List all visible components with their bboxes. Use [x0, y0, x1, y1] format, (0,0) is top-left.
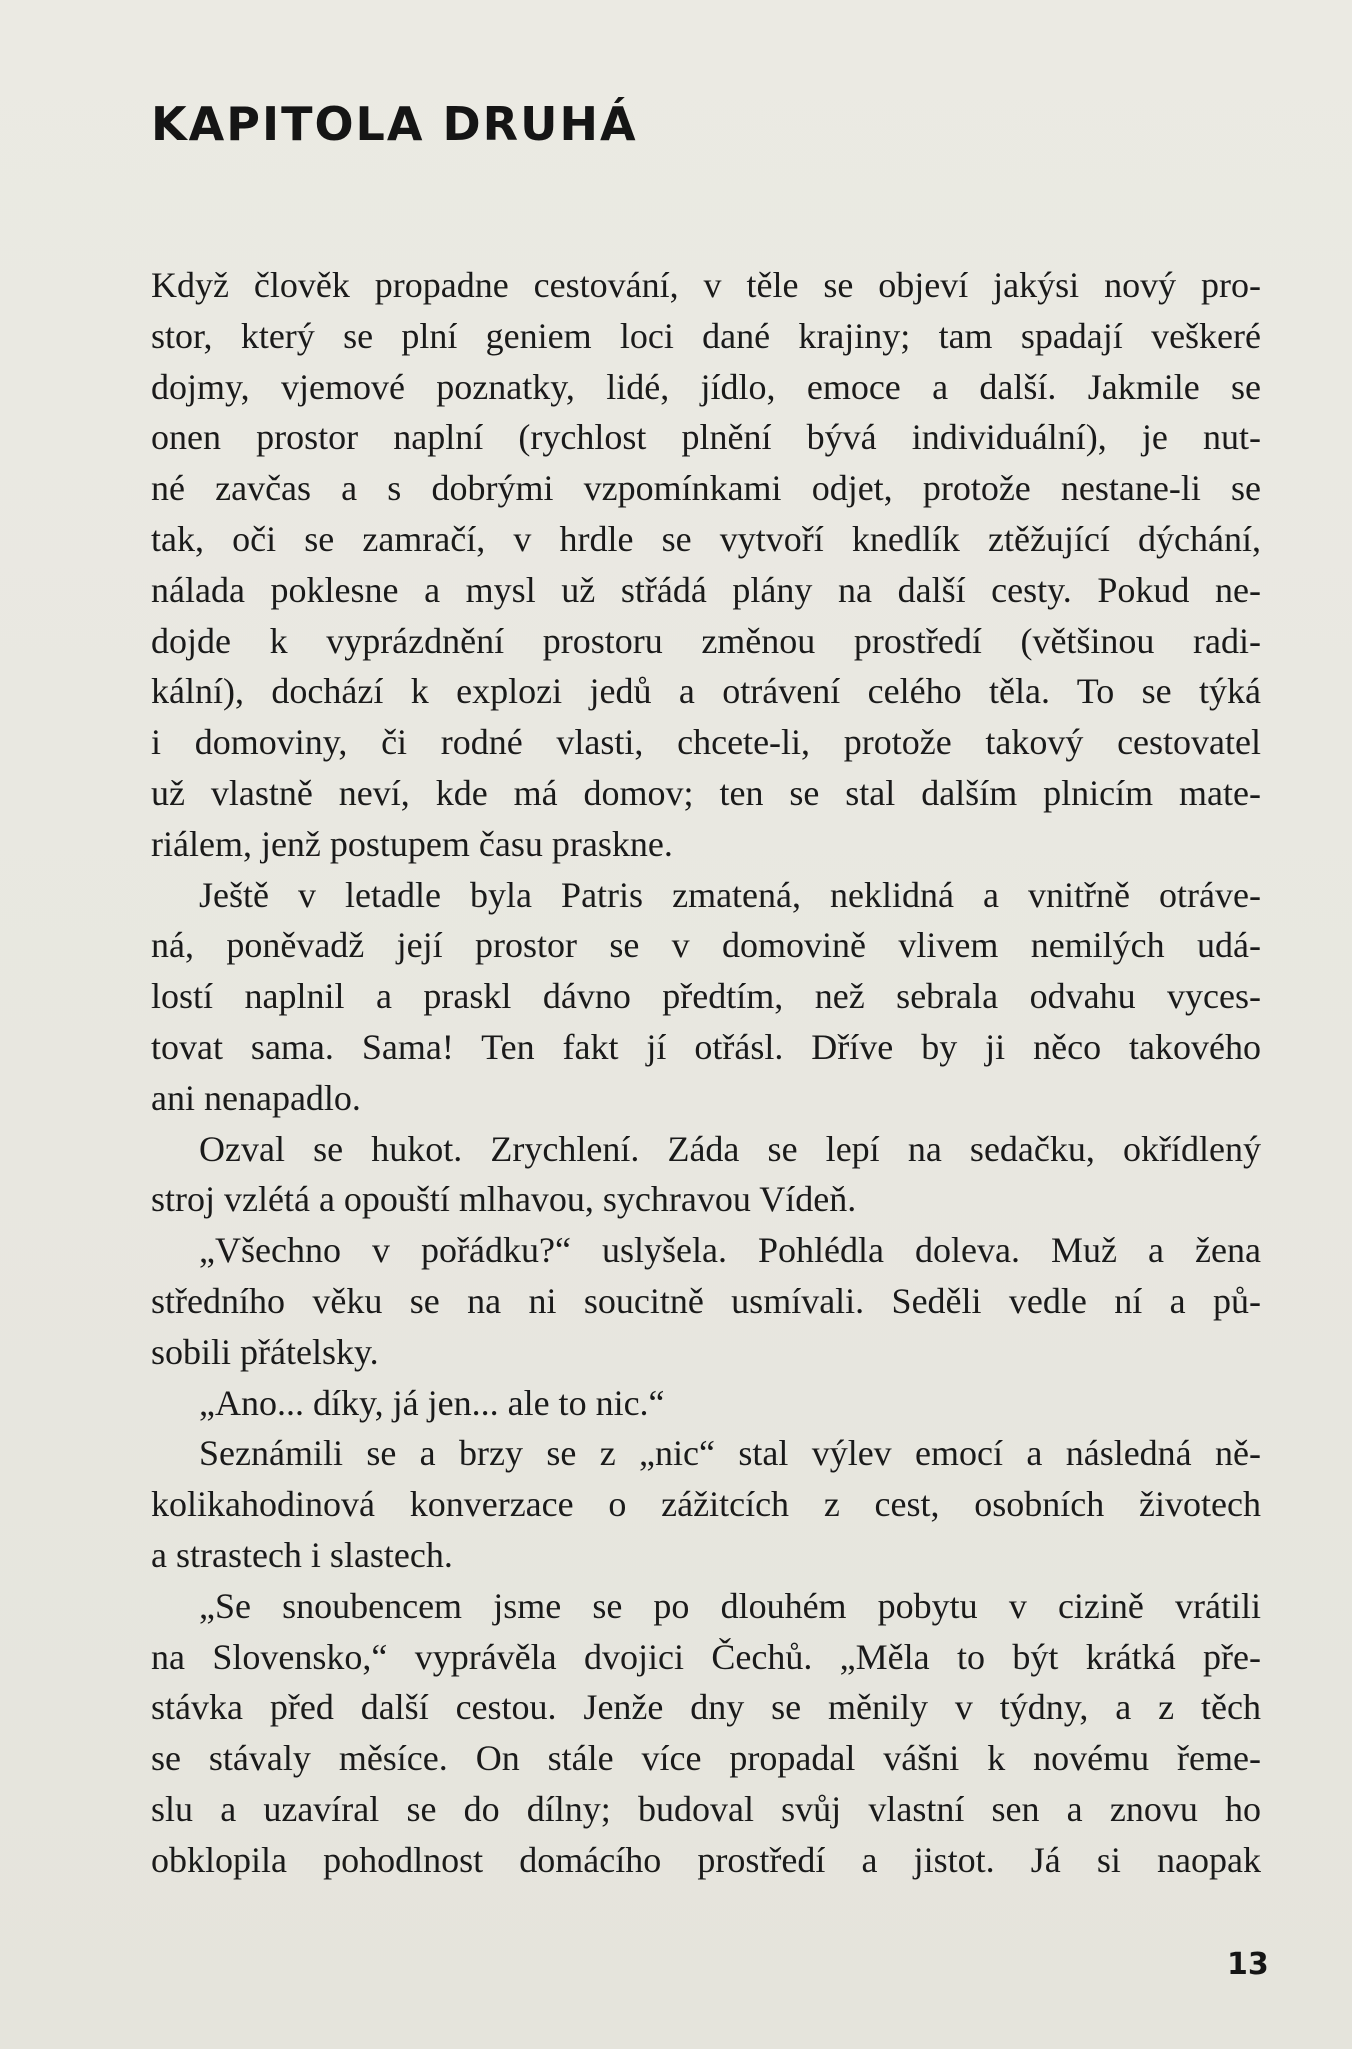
paragraph: [151, 1378, 1261, 1429]
text-line: dojde k vyprázdnění prostoru změnou prostředí (většinou radi-: [151, 620, 1261, 661]
text-line: Ještě v letadle byla Patris zmatená, neklidná a vnitřně otráve-: [199, 874, 1261, 915]
text-line: tak, oči se zamračí, v hrdle se vytvoří knedlík ztěžující dýchání,: [151, 518, 1261, 559]
text-line: stor, který se plní geniem loci dané krajiny; tam spadají veškeré: [151, 315, 1261, 356]
chapter-title: KAPITOLA DRUHÁ: [151, 97, 638, 151]
text-line: dojmy, vjemové poznatky, lidé, jídlo, emoce a další. Jakmile se: [151, 366, 1261, 407]
text-line: sobili přátelsky.: [151, 1331, 379, 1372]
text-line: Seznámili se a brzy se z „nic“ stal výlev emocí a následná ně-: [199, 1433, 1261, 1474]
text-line: stroj vzlétá a opouští mlhavou, sychravou Vídeň.: [151, 1179, 857, 1220]
text-line: „Se snoubencem jsme se po dlouhém pobytu v cizině vrátili: [199, 1585, 1261, 1626]
text-line: se stávaly měsíce. On stále více propadal vášni k novému řeme-: [151, 1738, 1261, 1779]
paragraph: [151, 1124, 1261, 1226]
text-line: Když člověk propadne cestování, v těle se objeví jakýsi nový pro-: [151, 265, 1261, 305]
text-line: a strastech i slastech.: [151, 1534, 453, 1575]
text-line: nálada poklesne a mysl už střádá plány na další cesty. Pokud ne-: [151, 569, 1261, 610]
text-line: „Všechno v pořádku?“ uslyšela. Pohlédla doleva. Muž a žena: [199, 1230, 1261, 1271]
text-line: onen prostor naplní (rychlost plnění bývá individuální), je nut-: [151, 417, 1261, 458]
page-number: 13: [1227, 1947, 1269, 1982]
paragraph: [151, 1581, 1261, 1886]
text-line: na Slovensko,“ vyprávěla dvojici Čechů. „Měla to být krátká pře-: [151, 1636, 1261, 1677]
text-line: i domoviny, či rodné vlasti, chcete-li, protože takový cestovatel: [151, 722, 1261, 763]
text-line: lostí naplnil a praskl dávno předtím, než sebrala odvahu vyces-: [151, 976, 1261, 1017]
body-text: [151, 260, 1261, 1886]
text-line: kální), dochází k explozi jedů a otrávení celého těla. To se týká: [151, 671, 1261, 712]
text-line: né zavčas a s dobrými vzpomínkami odjet, protože nestane-li se: [151, 468, 1261, 509]
paragraph: [151, 870, 1261, 1124]
text-line: ná, poněvadž její prostor se v domovině vlivem nemilých udá-: [151, 925, 1261, 966]
paragraph: [151, 1428, 1261, 1580]
text-line: už vlastně neví, kde má domov; ten se stal dalším plnicím mate-: [151, 772, 1261, 813]
paragraph: [151, 1225, 1261, 1377]
text-line: obklopila pohodlnost domácího prostředí a jistot. Já si naopak: [151, 1839, 1261, 1880]
text-line: riálem, jenž postupem času praskne.: [151, 823, 673, 864]
text-line: Ozval se hukot. Zrychlení. Záda se lepí na sedačku, okřídlený: [199, 1128, 1261, 1169]
paragraph: [151, 260, 1261, 870]
text-line: slu a uzavíral se do dílny; budoval svůj vlastní sen a znovu ho: [151, 1788, 1261, 1829]
text-line: středního věku se na ni soucitně usmívali. Seděli vedle ní a pů-: [151, 1280, 1261, 1321]
text-line: kolikahodinová konverzace o zážitcích z cest, osobních životech: [151, 1484, 1261, 1525]
text-line: stávka před další cestou. Jenže dny se měnily v týdny, a z těch: [151, 1687, 1261, 1728]
text-line: tovat sama. Sama! Ten fakt jí otřásl. Dříve by ji něco takového: [151, 1026, 1261, 1067]
text-line: „Ano... díky, já jen... ale to nic.“: [199, 1382, 665, 1423]
text-line: ani nenapadlo.: [151, 1077, 361, 1118]
